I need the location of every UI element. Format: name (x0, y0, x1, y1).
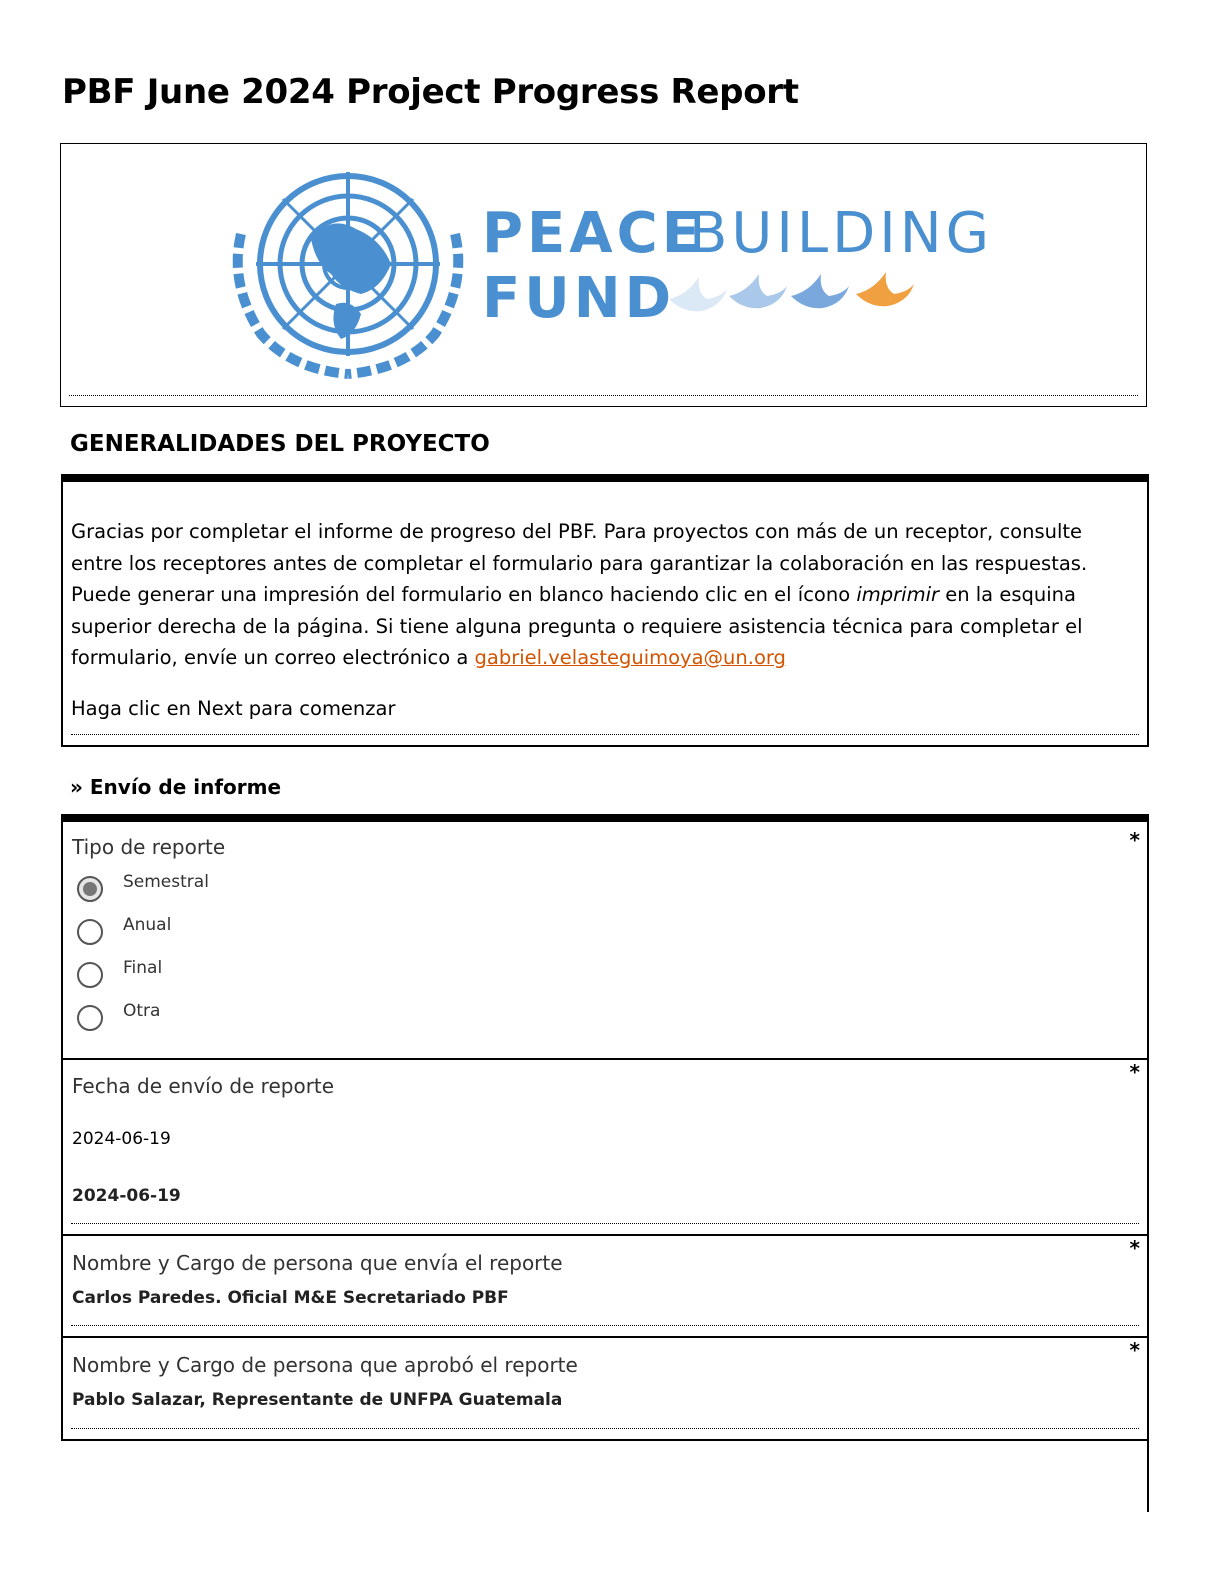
section-heading: GENERALIDADES DEL PROYECTO (70, 431, 490, 457)
form-border-continuation (1147, 1440, 1149, 1512)
required-marker: * (1129, 1236, 1140, 1260)
divider (71, 1428, 1139, 1429)
logo-word-fund: FUND (482, 266, 676, 331)
question-label: Nombre y Cargo de persona que aprobó el reporte (72, 1353, 578, 1377)
dove-icon (791, 274, 849, 308)
question-approver (61, 1336, 1149, 1441)
dove-icon (856, 272, 914, 306)
start-instruction: Haga clic en Next para comenzar (71, 697, 396, 720)
approver-value[interactable]: Pablo Salazar, Representante de UNFPA Guatemala (72, 1390, 563, 1410)
intro-text-part: en la esquina superior derecha de la página. Si tiene alguna pregunta o requiere asistencia técnica para completar el formulario, envíe un correo electrónico a (71, 583, 1083, 669)
required-marker: * (1129, 828, 1140, 852)
date-value-bold: 2024-06-19 (72, 1186, 181, 1206)
date-value[interactable]: 2024-06-19 (72, 1129, 171, 1149)
required-marker: * (1129, 1338, 1140, 1362)
radio-icon[interactable] (77, 962, 103, 988)
question-label: Tipo de reporte (72, 835, 226, 859)
radio-icon[interactable] (77, 919, 103, 945)
intro-panel (61, 474, 1149, 747)
page-title: PBF June 2024 Project Progress Report (62, 72, 799, 112)
logo-word-building: BUILDING (689, 201, 994, 266)
question-submitter (61, 1234, 1149, 1338)
subsection-heading: » Envío de informe (70, 775, 282, 799)
question-label: Fecha de envío de reporte (72, 1074, 335, 1098)
dove-icon (729, 274, 787, 308)
radio-label: Otra (123, 1001, 161, 1021)
radio-icon[interactable] (77, 1005, 103, 1031)
dove-icon (669, 277, 727, 311)
intro-text-part: Gracias por completar el informe de progreso del PBF. Para proyectos con más de un receptor, consulte entre los receptores antes de completar el formulario para garantizar la colaboración en las respuestas. Puede generar una impresión del formulario en blanco haciendo clic en el ícono (71, 520, 1088, 606)
email-link[interactable]: gabriel.velasteguimoya@un.org (474, 646, 786, 669)
radio-selected-icon[interactable] (77, 876, 103, 902)
question-submit-date (61, 1058, 1149, 1236)
intro-text (71, 516, 1101, 674)
logo-banner (60, 143, 1147, 407)
form-top-bar (61, 814, 1149, 822)
divider (71, 1325, 1139, 1326)
divider (69, 395, 1138, 396)
radio-label: Semestral (123, 872, 209, 892)
question-report-type (61, 822, 1149, 1060)
divider (71, 734, 1139, 735)
peacebuilding-fund-logo (61, 144, 1148, 394)
radio-label: Anual (123, 915, 172, 935)
un-emblem-icon (238, 172, 459, 374)
radio-label: Final (123, 958, 163, 978)
logo-word-peace: PEACE (482, 201, 704, 266)
divider (71, 1223, 1139, 1224)
required-marker: * (1129, 1060, 1140, 1084)
question-label: Nombre y Cargo de persona que envía el reporte (72, 1251, 563, 1275)
intro-italic-word: imprimir (856, 583, 939, 606)
submitter-value[interactable]: Carlos Paredes. Oficial M&E Secretariado PBF (72, 1288, 509, 1308)
